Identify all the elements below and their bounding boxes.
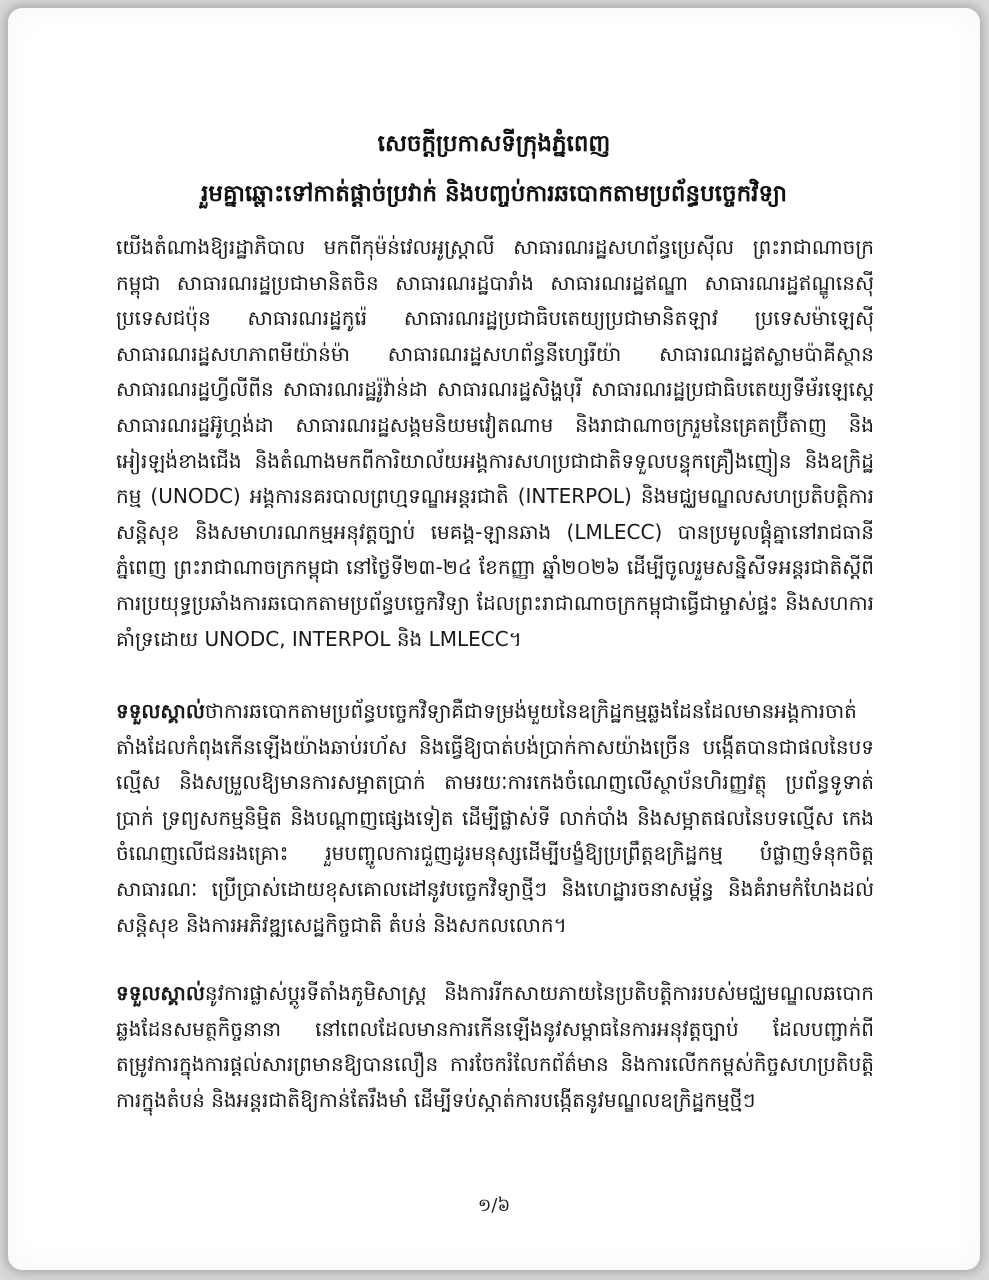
paragraph-recognizing-2 (116, 976, 874, 1118)
paragraph-text: យើងតំណាងឱ្យរដ្ឋាភិបាល មកពីកុម៉ន់វេលអូស្ត្រាលី សាធារណរដ្ឋសហព័ន្ធប្រេស៊ីល ព្រះរាជាណាចក្រកម្ពុជា សាធារណរដ្ឋប្រជាមានិតចិន សាធារណរដ្ឋបារាំង សាធារណរដ្ឋឥណ្ឌា សាធារណរដ្ឋឥណ្ឌូនេស៊ី ប្រទេសជប៉ុន សាធារណរដ្ឋកូរ៉េ សាធារណរដ្ឋប្រជាធិបតេយ្យប្រជាមានិតឡាវ ប្រទេសម៉ាឡេស៊ី សាធារណរដ្ឋសហភាពមីយ៉ាន់ម៉ា សាធារណរដ្ឋសហព័ន្ធនីហ្សេរីយ៉ា សាធារណរដ្ឋឥស្លាមប៉ាគីស្ថាន សាធារណរដ្ឋហ្វីលីពីន សាធារណរដ្ឋរ៉ូវ៉ាន់ដា សាធារណរដ្ឋសិង្ហបុរី សាធារណរដ្ឋប្រជាធិបតេយ្យទីម័រឡេស្តេ សាធារណរដ្ឋអ៊ូហ្គង់ដា សាធារណរដ្ឋសង្គមនិយមវៀតណាម និងរាជាណាចក្ររួមនៃគ្រេតប៊្រីតាញ និងអៀរឡង់ខាងជើង និងតំណាងមកពីការិយាល័យអង្គការសហប្រជាជាតិទទួលបន្ទុកគ្រឿងញៀន និងឧក្រិដ្ឋកម្ម (UNODC) អង្គការនគរបាលព្រហ្មទណ្ឌអន្តរជាតិ (INTERPOL) និងមជ្ឈមណ្ឌលសហប្រតិបត្តិការសន្តិសុខ និងសមាហរណកម្មអនុវត្តច្បាប់ មេគង្គ-ឡានឆាង (LMLECC) បានប្រមូលផ្ដុំគ្នានៅរាជធានីភ្នំពេញ ព្រះរាជាណាចក្រកម្ពុជា នៅថ្ងៃទី២៣-២៤ ខែកញ្ញា ឆ្នាំ២០២៦ ដើម្បីចូលរួមសន្និសីទអន្តរជាតិស្ដីពីការប្រយុទ្ធប្រឆាំងការឆបោកតាមប្រព័ន្ធបច្ចេកវិទ្យា ដែលព្រះរាជាណាចក្រកម្ពុជាធ្វើជាម្ចាស់ផ្ទះ និងសហការគាំទ្រដោយ UNODC, INTERPOL និង LMLECC។ (116, 235, 874, 651)
declaration-subtitle: រួមគ្នាឆ្ពោះទៅកាត់ផ្ដាច់ប្រវាក់ និងបញ្ចប់ការឆបោកតាមប្រព័ន្ធបច្ចេកវិទ្យា (201, 181, 787, 207)
declaration-title: សេចក្ដីប្រកាសទីក្រុងភ្នំពេញ (377, 131, 611, 157)
paragraph-text: នូវការផ្លាស់ប្ដូរទីតាំងភូមិសាស្ត្រ និងការរីកសាយភាយនៃប្រតិបត្តិការរបស់មជ្ឈមណ្ឌលឆបោកឆ្លងដែនសមត្ថកិច្ចនានា នៅពេលដែលមានការកើនឡើងនូវសម្ពាធនៃការអនុវត្តច្បាប់ ដែលបញ្ជាក់ពីតម្រូវការក្នុងការផ្ដល់សារព្រមានឱ្យបានលឿន ការចែករំលែកព័ត៌មាន និងការលើកកម្ពស់កិច្ចសហប្រតិបត្តិការក្នុងតំបន់ និងអន្តរជាតិឱ្យកាន់តែរឹងមាំ ដើម្បីទប់ស្កាត់ការបង្កើតនូវមណ្ឌលឧក្រិដ្ឋកម្មថ្មីៗ (116, 981, 874, 1112)
document-page (8, 8, 980, 1270)
paragraph-recognizing-1 (116, 694, 874, 943)
paragraph-text: ថាការឆបោកតាមប្រព័ន្ធបច្ចេកវិទ្យាគឺជាទម្រង់មួយនៃឧក្រិដ្ឋកម្មឆ្លងដែនដែលមានអង្គការចាត់តាំងដែលកំពុងកើនឡើងយ៉ាងឆាប់រហ័ស និងធ្វើឱ្យបាត់បង់ប្រាក់កាសយ៉ាងច្រើន បង្កើតបានជាផលនៃបទល្មើស និងសម្រួលឱ្យមានការសម្អាតប្រាក់ តាមរយៈការកេងចំណេញលើស្ថាប័នហិរញ្ញវត្ថុ ប្រព័ន្ធទូទាត់ប្រាក់ ទ្រព្យសកម្មនិម្មិត និងបណ្ដាញផ្សេងទៀត ដើម្បីផ្លាស់ទី លាក់បាំង និងសម្អាតផលនៃបទល្មើស កេងចំណេញលើជនរងគ្រោះ រួមបញ្ចូលការជួញដូរមនុស្សដើម្បីបង្ខំឱ្យប្រព្រឹត្តឧក្រិដ្ឋកម្ម បំផ្លាញទំនុកចិត្តសាធារណៈ ប្រើប្រាស់ដោយខុសគោលដៅនូវបច្ចេកវិទ្យាថ្មីៗ និងហេដ្ឋារចនាសម្ព័ន្ធ និងគំរាមកំហែងដល់សន្តិសុខ និងការអភិវឌ្ឍសេដ្ឋកិច្ចជាតិ តំបន់ និងសកលលោក។ (116, 699, 874, 937)
paragraph-lead: ទទួលស្គាល់ (116, 699, 205, 723)
page-number: ១/៦ (477, 1195, 511, 1216)
paragraph-lead: ទទួលស្គាល់ (116, 981, 205, 1005)
paragraph-intro (116, 230, 874, 657)
